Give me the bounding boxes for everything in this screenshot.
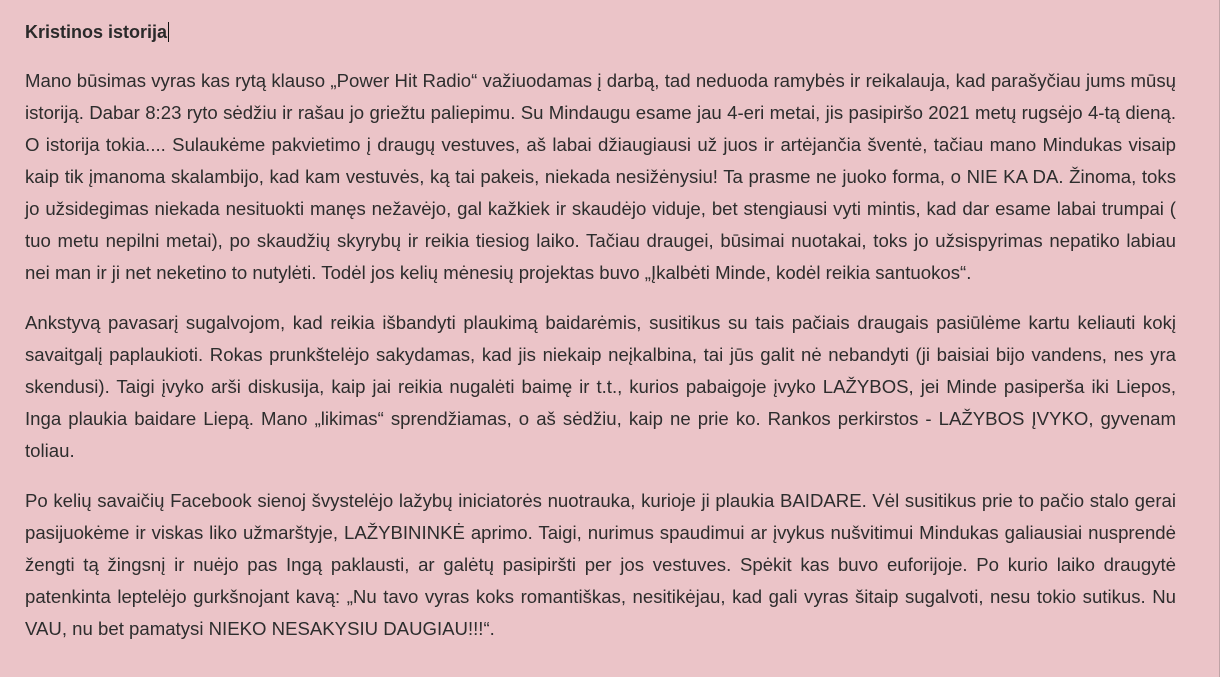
- document-title[interactable]: [25, 18, 1176, 46]
- paragraph-3: Po kelių savaičių Facebook sienoj švystelėjo lažybų iniciatorės nuotrauka, kurioje ji plaukia BAIDARE. Vėl susitikus prie to pačio stalo gerai pasijuokėme ir viskas liko užmarštyje, LAŽYBININKĖ aprimo. Taigi, nurimus spaudimui ar įvykus nušvitimui Mindukas galiausiai nusprendė žengti tą žingsnį ir nuėjo pas Ingą paklausti, ar galėtų pasipiršti per jos vestuves. Spėkit kas buvo euforijoje. Po kurio laiko draugytė patenkinta leptelėjo gurkšnojant kavą: „Nu tavo vyras koks romantiškas, nesitikėjau, kad gali vyras šitaip sugalvoti, nesu tokio sutikus. Nu VAU, nu bet pamatysi NIEKO NESAKYSIU DAUGIAU!!!“.: [25, 490, 1176, 639]
- paragraph-2: Ankstyvą pavasarį sugalvojom, kad reikia išbandyti plaukimą baidarėmis, susitikus su tais pačiais draugais pasiūlėme kartu keliauti kokį savaitgalį paplaukioti. Rokas prunkštelėjo sakydamas, kad jis niekaip neįkalbina, tai jūs galit nė nebandyti (ji baisiai bijo vandens, nes yra skendusi). Taigi įvyko arši diskusija, kaip jai reikia nugalėti baimę ir t.t., kurios pabaigoje įvyko LAŽYBOS, jei Minde pasiperša iki Liepos, Inga plaukia baidare Liepą. Mano „likimas“ sprendžiamas, o aš sėdžiu, kaip ne prie ko. Rankos perkirstos - LAŽYBOS ĮVYKO, gyvenam toliau.: [25, 312, 1176, 461]
- document-title-text: Kristinos istorija: [25, 22, 168, 42]
- text-cursor: [168, 22, 169, 42]
- paragraph-1: Mano būsimas vyras kas rytą klauso „Power Hit Radio“ važiuodamas į darbą, tad neduoda ramybės ir reikalauja, kad parašyčiau jums mūsų istoriją. Dabar 8:23 ryto sėdžiu ir rašau jo griežtu paliepimu. Su Mindaugu esame jau 4-eri metai, jis pasipiršo 2021 metų rugsėjo 4-tą dieną. O istorija tokia.... Sulaukėme pakvietimo į draugų vestuves, aš labai džiaugiausi už juos ir artėjančia šventė, tačiau mano Mindukas visaip kaip tik įmanoma skalambijo, kad kam vestuvės, ką tai pakeis, niekada nesižėnysiu! Ta prasme ne juoko forma, o NIE KA DA. Žinoma, toks jo užsidegimas niekada nesituokti manęs nežavėjo, gal kažkiek ir skaudėjo viduje, bet stengiausi vyti mintis, kad dar esame labai trumpai ( tuo metu nepilni metai), po skaudžių skyrybų ir reikia tiesiog laiko. Tačiau draugei, būsimai nuotakai, toks jo užsispyrimas nepatiko labiau nei man ir ji net neketino to nutylėti. Todėl jos kelių mėnesių projektas buvo „Įkalbėti Minde, kodėl reikia santuokos“.: [25, 70, 1176, 283]
